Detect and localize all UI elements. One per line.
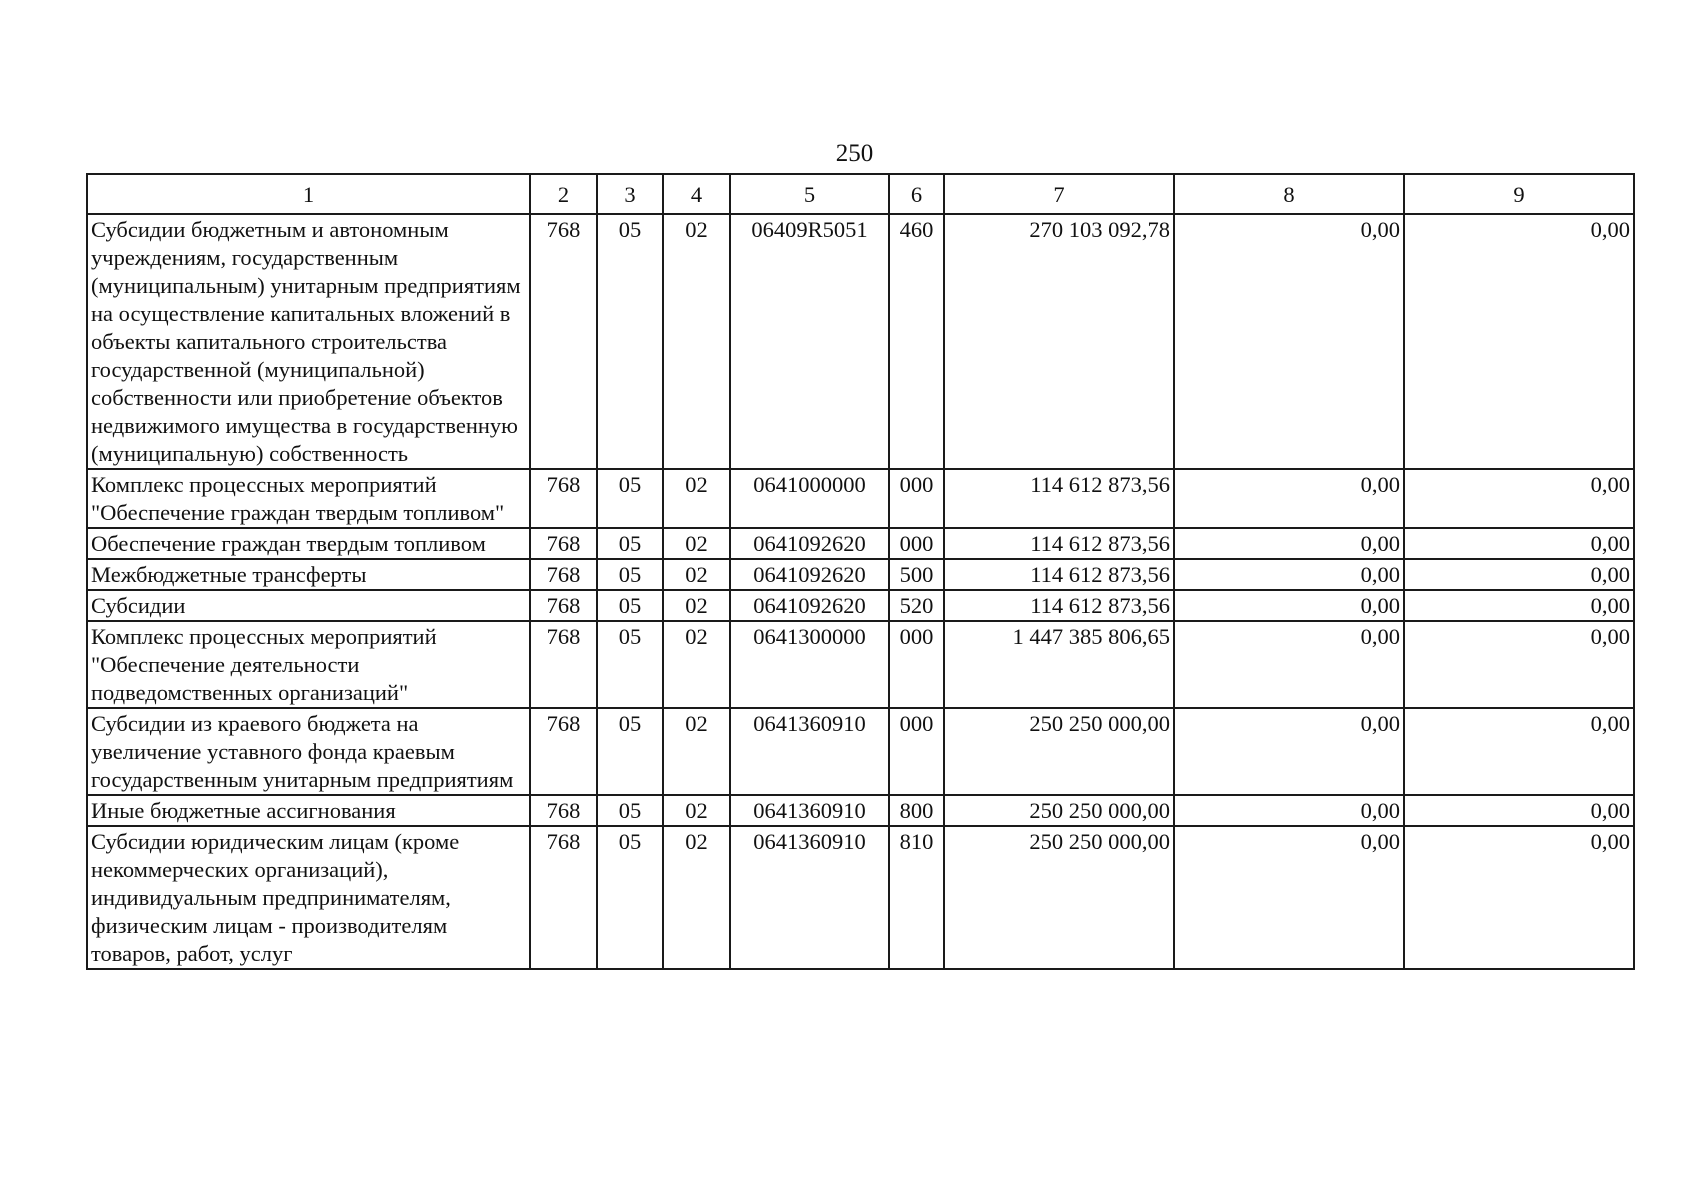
row-amount-cell: 114 612 873,56 [944, 528, 1174, 559]
row-code-cell: 0641360910 [730, 795, 889, 826]
row-amount-cell: 0,00 [1174, 528, 1404, 559]
row-code-cell: 000 [889, 621, 944, 708]
row-code-cell: 768 [530, 528, 597, 559]
row-name-cell: Межбюджетные трансферты [87, 559, 530, 590]
table-row [87, 795, 1634, 826]
row-amount-cell: 0,00 [1404, 214, 1634, 469]
page-number: 250 [835, 140, 874, 167]
row-code-cell: 0641092620 [730, 590, 889, 621]
row-amount-cell: 0,00 [1404, 559, 1634, 590]
row-code-cell: 000 [889, 469, 944, 528]
row-code-cell: 0641092620 [730, 528, 889, 559]
row-code-cell: 06409R5051 [730, 214, 889, 469]
row-name-cell: Обеспечение граждан твердым топливом [87, 528, 530, 559]
row-code-cell: 000 [889, 708, 944, 795]
table-row [87, 621, 1634, 708]
table-row [87, 826, 1634, 969]
row-code-cell: 0641092620 [730, 559, 889, 590]
table-row [87, 708, 1634, 795]
row-code-cell: 0641300000 [730, 621, 889, 708]
budget-table [86, 173, 1635, 970]
row-code-cell: 02 [663, 469, 730, 528]
row-name-cell: Комплекс процессных мероприятий "Обеспечение деятельности подведомственных организаций" [87, 621, 530, 708]
row-amount-cell: 0,00 [1174, 826, 1404, 969]
row-code-cell: 02 [663, 214, 730, 469]
table-row [87, 214, 1634, 469]
row-amount-cell: 114 612 873,56 [944, 469, 1174, 528]
header-row [87, 174, 1634, 214]
row-code-cell: 02 [663, 590, 730, 621]
row-amount-cell: 0,00 [1404, 621, 1634, 708]
row-code-cell: 02 [663, 826, 730, 969]
row-name-cell: Субсидии бюджетным и автономным учреждениям, государственным (муниципальным) унитарным предприятиям на осуществление капитальных вложений в объекты капитального строительства государственной (муниципальной) собственности или приобретение объектов недвижимого имущества в государственную (муниципальную) собственность [87, 214, 530, 469]
row-name-cell: Комплекс процессных мероприятий "Обеспечение граждан твердым топливом" [87, 469, 530, 528]
row-amount-cell: 0,00 [1174, 469, 1404, 528]
row-amount-cell: 0,00 [1174, 795, 1404, 826]
row-code-cell: 02 [663, 559, 730, 590]
row-amount-cell: 0,00 [1404, 469, 1634, 528]
row-amount-cell: 0,00 [1174, 590, 1404, 621]
column-header: 3 [597, 174, 663, 214]
row-amount-cell: 0,00 [1174, 559, 1404, 590]
row-amount-cell: 250 250 000,00 [944, 826, 1174, 969]
row-name-cell: Иные бюджетные ассигнования [87, 795, 530, 826]
row-amount-cell: 0,00 [1404, 826, 1634, 969]
row-code-cell: 460 [889, 214, 944, 469]
row-code-cell: 000 [889, 528, 944, 559]
column-header: 4 [663, 174, 730, 214]
table-row [87, 559, 1634, 590]
row-code-cell: 05 [597, 621, 663, 708]
row-code-cell: 0641360910 [730, 708, 889, 795]
row-code-cell: 05 [597, 214, 663, 469]
row-amount-cell: 0,00 [1404, 590, 1634, 621]
column-header: 6 [889, 174, 944, 214]
column-header: 7 [944, 174, 1174, 214]
row-code-cell: 05 [597, 559, 663, 590]
column-header: 8 [1174, 174, 1404, 214]
row-code-cell: 05 [597, 708, 663, 795]
column-header: 1 [87, 174, 530, 214]
table-row [87, 528, 1634, 559]
row-code-cell: 0641360910 [730, 826, 889, 969]
row-amount-cell: 0,00 [1174, 621, 1404, 708]
column-header: 2 [530, 174, 597, 214]
row-code-cell: 520 [889, 590, 944, 621]
row-amount-cell: 0,00 [1404, 795, 1634, 826]
row-amount-cell: 114 612 873,56 [944, 590, 1174, 621]
row-code-cell: 05 [597, 590, 663, 621]
row-code-cell: 768 [530, 590, 597, 621]
row-code-cell: 02 [663, 528, 730, 559]
column-header: 9 [1404, 174, 1634, 214]
row-code-cell: 768 [530, 214, 597, 469]
row-code-cell: 768 [530, 559, 597, 590]
row-code-cell: 02 [663, 621, 730, 708]
row-name-cell: Субсидии [87, 590, 530, 621]
row-code-cell: 768 [530, 708, 597, 795]
row-amount-cell: 250 250 000,00 [944, 708, 1174, 795]
table-row [87, 469, 1634, 528]
row-amount-cell: 1 447 385 806,65 [944, 621, 1174, 708]
row-code-cell: 05 [597, 528, 663, 559]
row-code-cell: 768 [530, 469, 597, 528]
row-code-cell: 768 [530, 795, 597, 826]
row-code-cell: 02 [663, 708, 730, 795]
row-amount-cell: 270 103 092,78 [944, 214, 1174, 469]
row-code-cell: 768 [530, 621, 597, 708]
row-code-cell: 810 [889, 826, 944, 969]
row-name-cell: Субсидии юридическим лицам (кроме некоммерческих организаций), индивидуальным предпринимателям, физическим лицам - производителям товаров, работ, услуг [87, 826, 530, 969]
row-amount-cell: 250 250 000,00 [944, 795, 1174, 826]
row-code-cell: 500 [889, 559, 944, 590]
row-code-cell: 768 [530, 826, 597, 969]
row-code-cell: 0641000000 [730, 469, 889, 528]
row-code-cell: 800 [889, 795, 944, 826]
row-code-cell: 05 [597, 826, 663, 969]
column-header: 5 [730, 174, 889, 214]
row-amount-cell: 0,00 [1174, 708, 1404, 795]
row-code-cell: 05 [597, 795, 663, 826]
row-amount-cell: 114 612 873,56 [944, 559, 1174, 590]
row-amount-cell: 0,00 [1404, 528, 1634, 559]
table-row [87, 590, 1634, 621]
row-code-cell: 02 [663, 795, 730, 826]
row-name-cell: Субсидии из краевого бюджета на увеличение уставного фонда краевым государственным унитарным предприятиям [87, 708, 530, 795]
row-amount-cell: 0,00 [1174, 214, 1404, 469]
row-code-cell: 05 [597, 469, 663, 528]
row-amount-cell: 0,00 [1404, 708, 1634, 795]
